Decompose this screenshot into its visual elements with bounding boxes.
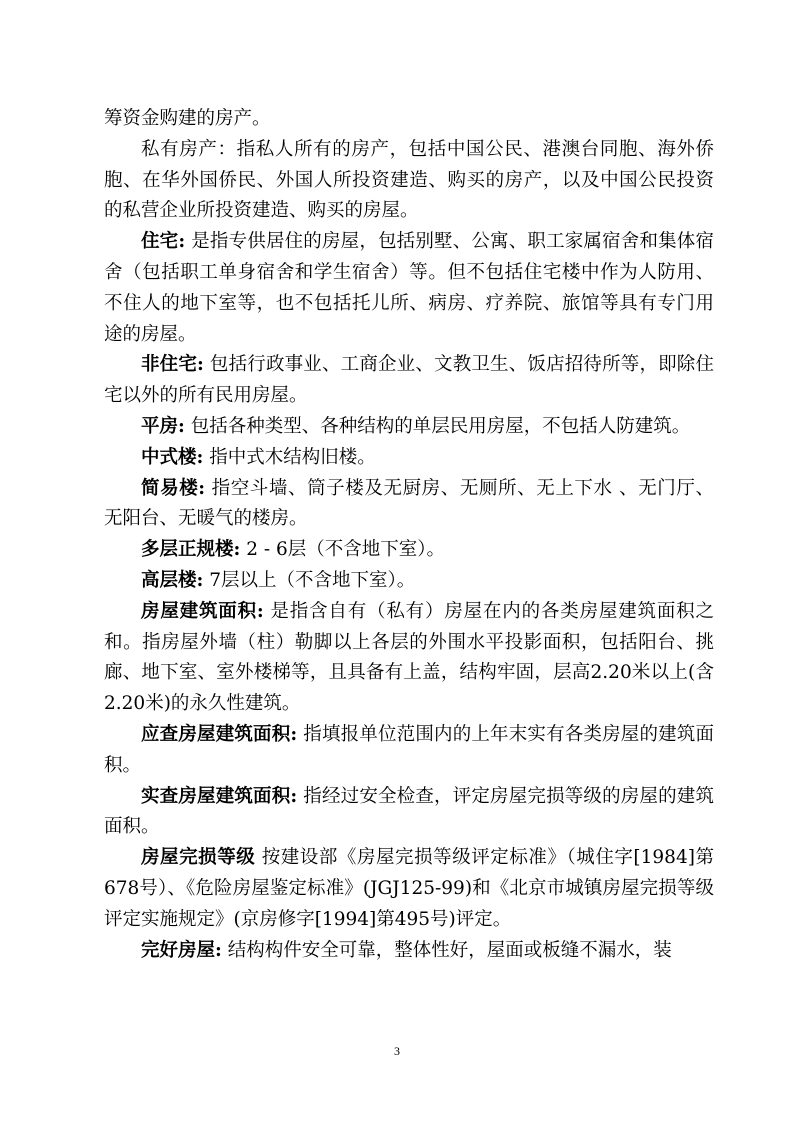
paragraph-text: 包括各种类型、各种结构的单层民用房屋，不包括人防建筑。 bbox=[184, 415, 691, 437]
paragraph-text: 私有房产：指私人所有的房产，包括中国公民、港澳台同胞、海外侨胞、在华外国侨民、外国人所投资建造、购买的房产，以及中国公民投资的私营企业所投资建造、购买的房屋。 bbox=[104, 138, 714, 222]
paragraph-text: 按建设部《房屋完损等级评定标准》（城住字[1984]第678号）、《危险房屋鉴定标准》(JGJ125-99)和《北京市城镇房屋完损等级评定实施规定》(京房修字[1994]第495号)评定。 bbox=[104, 847, 714, 930]
paragraph-actual-inspection-area bbox=[104, 782, 714, 844]
paragraph-simple-building bbox=[104, 474, 714, 536]
paragraph-bungalow bbox=[104, 412, 714, 443]
paragraph-private-property bbox=[104, 135, 714, 227]
term-label: 实查房屋建筑面积: bbox=[141, 785, 298, 807]
paragraph-intro-continuation bbox=[104, 104, 714, 135]
term-label: 多层正规楼: bbox=[141, 539, 241, 561]
page-number: 3 bbox=[394, 1044, 400, 1058]
term-label: 应查房屋建筑面积: bbox=[141, 723, 298, 745]
paragraph-text: 是指专供居住的房屋，包括别墅、公寓、职工家属宿舍和集体宿舍（包括职工单身宿舍和学生宿舍）等。但不包括住宅楼中作为人防用、不住人的地下室等，也不包括托儿所、病房、疗养院、旅馆等具有专门用途的房屋。 bbox=[104, 231, 714, 345]
paragraph-required-inspection-area bbox=[104, 720, 714, 782]
paragraph-text: 指填报单位范围内的上年末实有各类房屋的建筑面积。 bbox=[104, 723, 714, 776]
paragraph-text: 2 - 6层（不含地下室）。 bbox=[240, 539, 446, 561]
paragraph-text: 指中式木结构旧楼。 bbox=[203, 446, 376, 468]
paragraph-text: 指经过安全检查，评定房屋完损等级的房屋的建筑面积。 bbox=[104, 785, 714, 838]
paragraph-text: 结构构件安全可靠，整体性好，屋面或板缝不漏水，装 bbox=[221, 939, 672, 961]
term-label: 中式楼: bbox=[141, 446, 204, 468]
paragraph-non-residential bbox=[104, 350, 714, 412]
paragraph-text: 指空斗墙、筒子楼及无厨房、无厕所、无上下水 、无门厅、无阳台、无暖气的楼房。 bbox=[104, 477, 714, 530]
term-label: 房屋建筑面积: bbox=[141, 600, 264, 622]
term-label: 平房: bbox=[141, 415, 185, 437]
paragraph-building-floor-area bbox=[104, 597, 714, 720]
paragraph-text: 7层以上（不含地下室）。 bbox=[203, 569, 416, 591]
paragraph-residential bbox=[104, 227, 714, 350]
paragraph-condition-grade bbox=[104, 843, 714, 935]
term-label: 非住宅: bbox=[141, 354, 204, 376]
paragraph-text: 是指含自有（私有）房屋在内的各类房屋建筑面积之和。指房屋外墙（柱）勒脚以上各层的外围水平投影面积，包括阳台、挑廊、地下室、室外楼梯等，且具备有上盖，结构牢固，层高2.20米以上(含2.20米)的永久性建筑。 bbox=[104, 600, 714, 715]
paragraph-text: 筹资金购建的房产。 bbox=[104, 108, 271, 129]
term-label: 高层楼: bbox=[141, 569, 204, 591]
paragraph-intact-building bbox=[104, 936, 714, 967]
document-body bbox=[104, 104, 714, 966]
paragraph-text: 包括行政事业、工商企业、文教卫生、饭店招待所等，即除住宅以外的所有民用房屋。 bbox=[104, 354, 714, 407]
term-label: 房屋完损等级 bbox=[141, 847, 256, 869]
paragraph-multistory-building bbox=[104, 535, 714, 566]
paragraph-chinese-style-building bbox=[104, 443, 714, 474]
paragraph-high-rise-building bbox=[104, 566, 714, 597]
term-label: 住宅: bbox=[141, 231, 186, 253]
term-label: 完好房屋: bbox=[141, 939, 222, 961]
term-label: 简易楼: bbox=[141, 477, 206, 499]
